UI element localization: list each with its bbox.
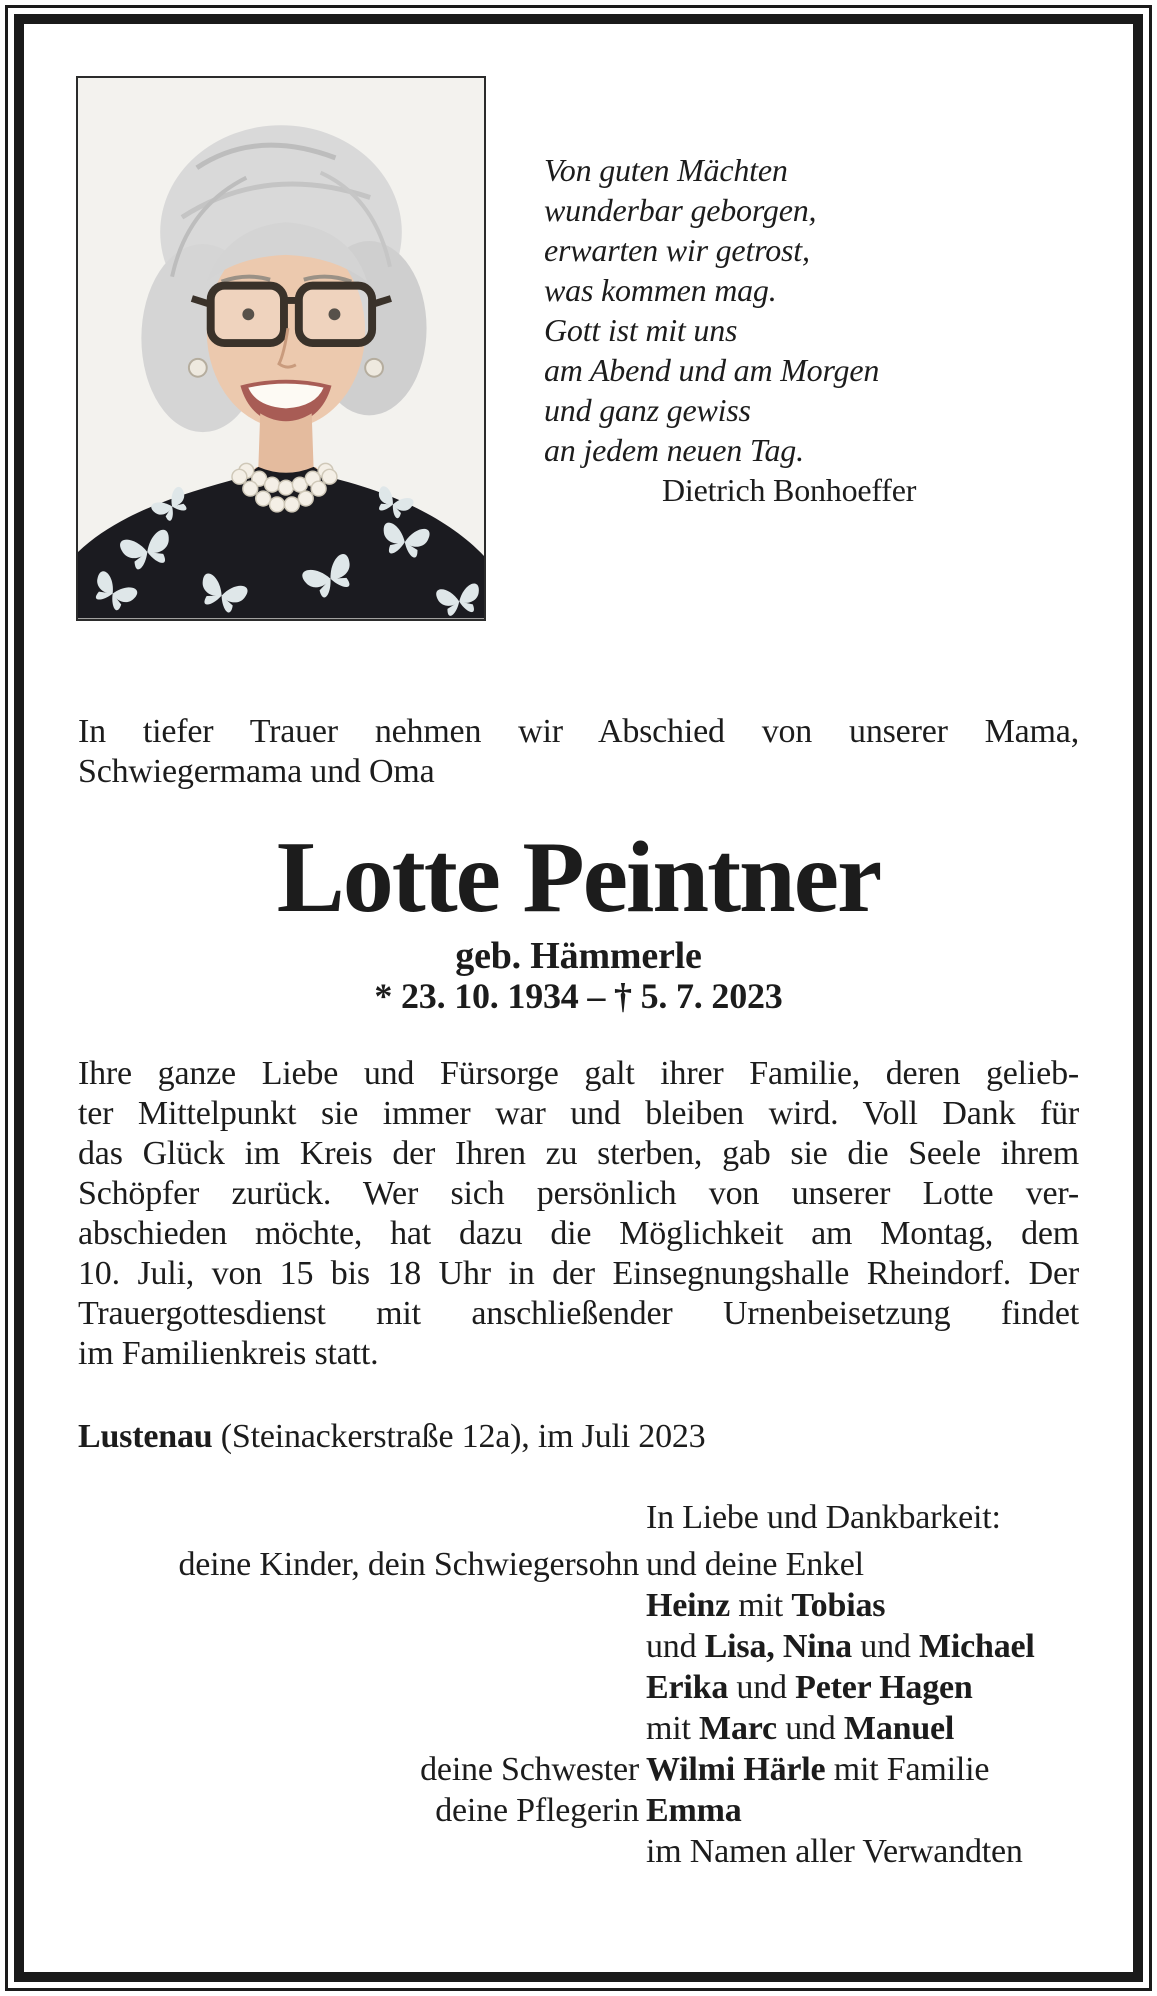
closing-name: Michael xyxy=(918,1628,1035,1665)
closing-name: Wilmi Härle xyxy=(646,1751,826,1788)
poem-author: Dietrich Bonhoeffer xyxy=(662,472,917,508)
maiden-name: geb. Hämmerle xyxy=(455,935,702,977)
poem-line: an jedem neuen Tag. xyxy=(544,432,804,468)
poem-line: Von guten Mächten xyxy=(544,152,788,188)
closing-line xyxy=(78,1749,1079,1790)
closing-line xyxy=(78,1790,1079,1831)
intro-line: In tiefer Trauer nehmen wir Abschied von unserer Mama, xyxy=(78,713,1079,750)
closing-name: Heinz xyxy=(646,1587,730,1624)
poem-line: und ganz gewiss xyxy=(544,392,751,428)
closing-text: und xyxy=(776,1710,844,1747)
closing-line xyxy=(78,1544,1079,1585)
obituary-line: ter Mittelpunkt sie immer war und bleiben wird. Voll Dank für xyxy=(78,1095,1079,1132)
poem-line: was kommen mag. xyxy=(544,272,777,308)
closing-names-block xyxy=(78,1497,1079,1872)
portrait-illustration xyxy=(78,78,484,619)
closing-name: Tobias xyxy=(791,1587,886,1624)
closing-name: Emma xyxy=(646,1792,742,1829)
poem-line: wunderbar geborgen, xyxy=(544,192,817,228)
obituary-line: 10. Juli, von 15 bis 18 Uhr in der Einsegnungshalle Rheindorf. Der xyxy=(78,1255,1079,1292)
closing-text: mit Familie xyxy=(825,1751,990,1788)
closing-line xyxy=(78,1667,1079,1708)
closing-name: Peter Hagen xyxy=(795,1669,973,1706)
intro-text xyxy=(78,712,1079,792)
poem-line: am Abend und am Morgen xyxy=(544,352,880,388)
obituary-line: abschieden möchte, hat dazu die Möglichkeit am Montag, dem xyxy=(78,1215,1079,1252)
closing-line xyxy=(78,1585,1079,1626)
portrait-photo xyxy=(76,76,486,621)
closing-text: mit xyxy=(729,1587,792,1624)
place-date-line xyxy=(78,1416,1079,1457)
place-rest: (Steinackerstraße 12a), im Juli 2023 xyxy=(212,1418,706,1455)
closing-text: und xyxy=(728,1669,796,1706)
notice-content xyxy=(24,24,1133,1972)
obituary-line: Ihre ganze Liebe und Fürsorge galt ihrer Familie, deren gelieb- xyxy=(78,1055,1079,1092)
closing-text: und deine Enkel xyxy=(646,1546,864,1583)
mourning-frame-outer xyxy=(5,5,1152,1991)
obituary-line: das Glück im Kreis der Ihren zu sterben, gab sie die Seele ihrem xyxy=(78,1135,1079,1172)
closing-text: mit xyxy=(646,1710,700,1747)
closing-line-prefix: deine Kinder, dein Schwiegersohn xyxy=(178,1546,639,1583)
closing-line xyxy=(78,1497,1079,1538)
top-section xyxy=(78,76,1079,621)
poem-lines xyxy=(544,150,916,470)
closing-text: und xyxy=(646,1628,705,1665)
closing-name: Manuel xyxy=(843,1710,955,1747)
place-name: Lustenau xyxy=(78,1418,213,1455)
closing-line xyxy=(78,1831,1079,1872)
closing-name: Lisa, Nina xyxy=(704,1628,852,1665)
closing-name: Marc xyxy=(699,1710,777,1747)
closing-text: im Namen aller Verwandten xyxy=(646,1833,1023,1870)
closing-name: Erika xyxy=(646,1669,729,1706)
closing-text: und xyxy=(851,1628,919,1665)
mourning-frame-inner xyxy=(14,14,1143,1982)
memorial-poem xyxy=(544,150,916,510)
birth-death-dates: * 23. 10. 1934 – † 5. 7. 2023 xyxy=(374,976,783,1016)
closing-line-prefix: deine Pflegerin xyxy=(435,1792,639,1829)
deceased-name: Lotte Peintner xyxy=(276,821,881,934)
poem-line: erwarten wir getrost, xyxy=(544,232,810,268)
obituary-line: Schöpfer zurück. Wer sich persönlich von unserer Lotte ver- xyxy=(78,1175,1079,1212)
poem-line: Gott ist mit uns xyxy=(544,312,738,348)
closing-line-prefix: deine Schwester xyxy=(420,1751,639,1788)
closing-line xyxy=(78,1626,1079,1667)
obituary-line: im Familienkreis statt. xyxy=(78,1335,379,1372)
obituary-paragraph xyxy=(78,1054,1079,1374)
obituary-line: Trauergottesdienst mit anschließender Urnenbeisetzung findet xyxy=(78,1295,1079,1332)
closing-text: In Liebe und Dankbarkeit: xyxy=(646,1499,1001,1536)
intro-line: Schwiegermama und Oma xyxy=(78,753,435,790)
closing-line xyxy=(78,1708,1079,1749)
